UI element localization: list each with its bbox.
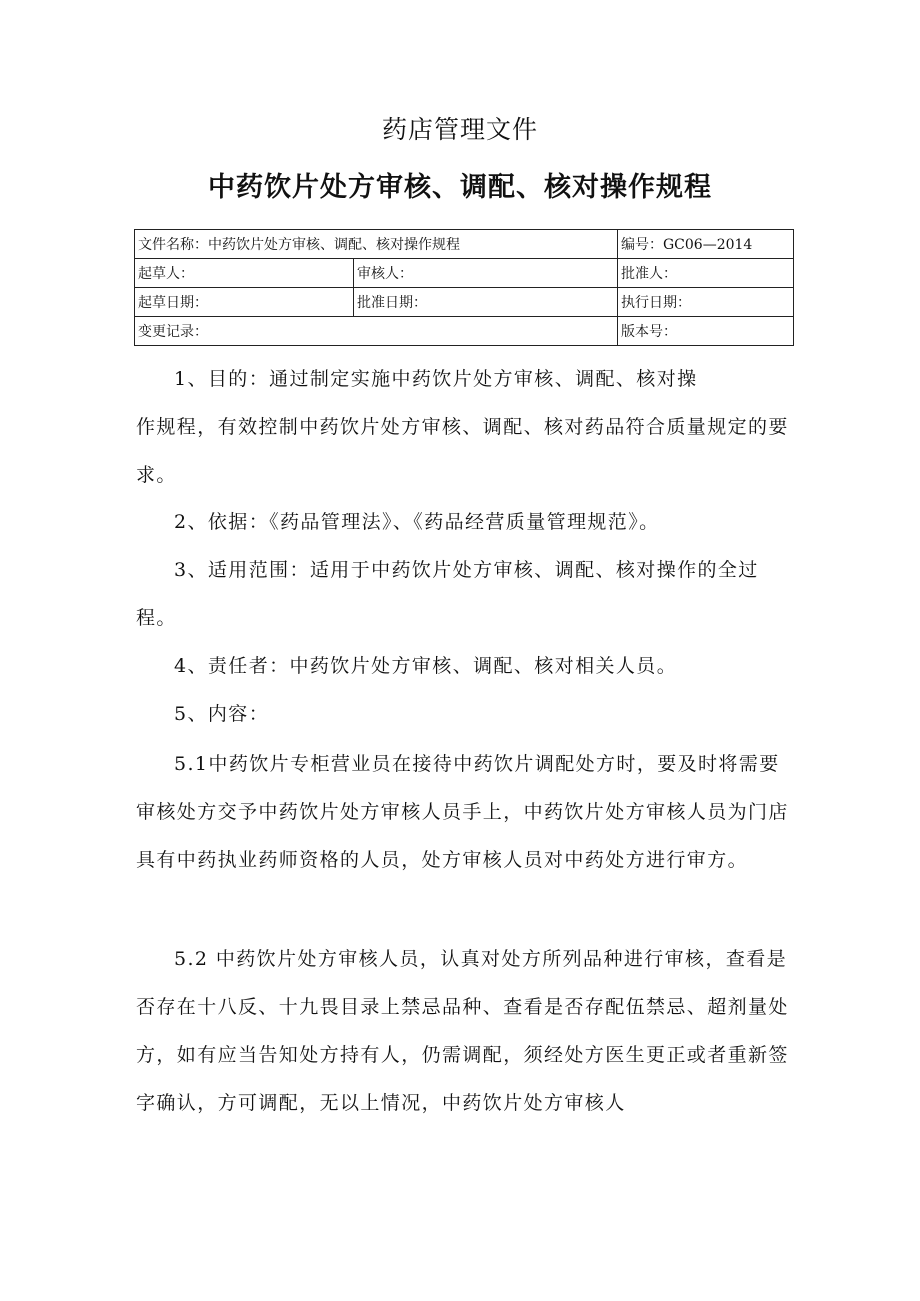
table-row xyxy=(135,288,794,317)
table-row xyxy=(135,259,794,288)
reviewer-cell: 审核人： xyxy=(354,259,618,288)
draft-date-cell: 起草日期： xyxy=(135,288,354,317)
approver-cell: 批准人： xyxy=(618,259,794,288)
paragraph-purpose xyxy=(136,355,796,499)
paragraph-scope: 3、适用范围：适用于中药饮片处方审核、调配、核对操作的全过程。 xyxy=(136,559,759,629)
file-name-cell: 文件名称：中药饮片处方审核、调配、核对操作规程 xyxy=(135,230,618,259)
approve-date-cell: 批准日期： xyxy=(354,288,618,317)
purpose-continuation: 作规程，有效控制中药饮片处方审核、调配、核对药品符合质量规定的要求。 xyxy=(136,416,789,486)
document-category: 药店管理文件 xyxy=(381,115,538,144)
drafter-cell: 起草人： xyxy=(135,259,354,288)
paragraph-basis: 2、依据：《药品管理法》、《药品经营质量管理规范》。 xyxy=(174,511,660,533)
paragraph-content-heading: 5、内容： xyxy=(174,703,270,725)
change-record-cell: 变更记录： xyxy=(135,317,618,346)
version-cell: 版本号： xyxy=(618,317,794,346)
code-cell: 编号：GC06—2014 xyxy=(618,230,794,259)
exec-date-cell: 执行日期： xyxy=(618,288,794,317)
document-info-table xyxy=(134,229,794,346)
purpose-first-line: 1、目的：通过制定实施中药饮片处方审核、调配、核对操 xyxy=(174,368,698,390)
document-title: 中药饮片处方审核、调配、核对操作规程 xyxy=(208,172,712,203)
paragraph-5-2: 5.2 中药饮片处方审核人员，认真对处方所列品种进行审核，查看是否存在十八反、十九畏目录上禁忌品种、查看是否存配伍禁忌、超剂量处方，如有应当告知处方持有人，仍需调配，须经处方医生更正或者重新签字确认，方可调配，无以上情况，中药饮片处方审核人 xyxy=(136,948,789,1114)
table-row xyxy=(135,317,794,346)
paragraph-5-1: 5.1中药饮片专柜营业员在接待中药饮片调配处方时，要及时将需要审核处方交予中药饮片处方审核人员手上，中药饮片处方审核人员为门店具有中药执业药师资格的人员，处方审核人员对中药处方进行审方。 xyxy=(136,753,789,871)
table-row xyxy=(135,230,794,259)
paragraph-responsible: 4、责任者：中药饮片处方审核、调配、核对相关人员。 xyxy=(174,655,678,677)
